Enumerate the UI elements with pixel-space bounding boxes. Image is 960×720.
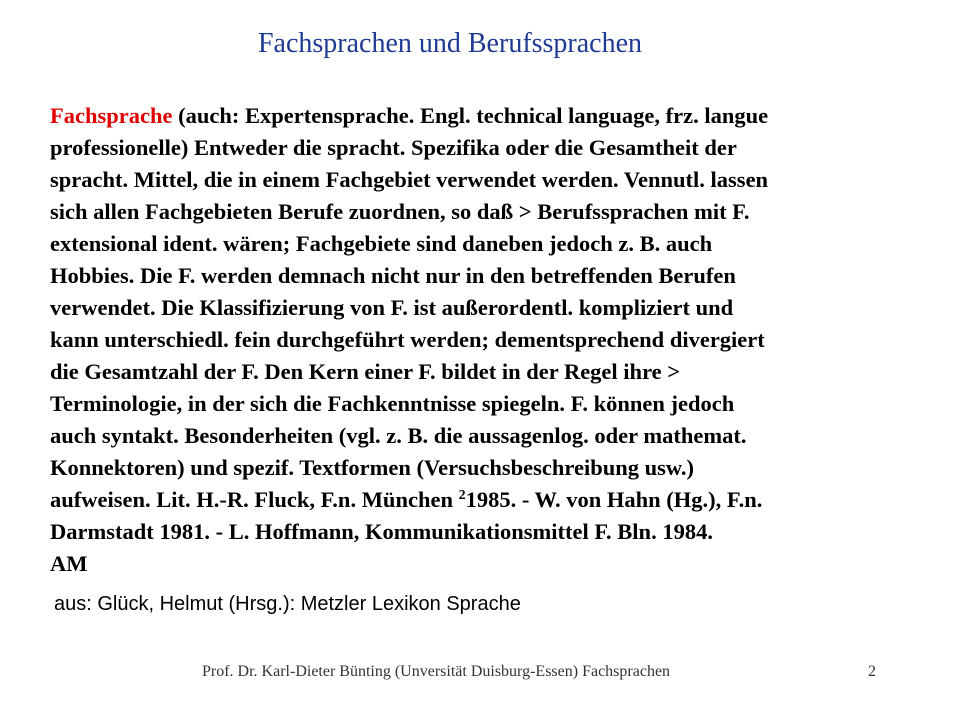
definition-term: Fachsprache: [50, 103, 173, 128]
definition-line: auch syntakt. Besonderheiten (vgl. z. B. die aussagenlog. oder mathemat.: [50, 423, 747, 448]
definition-line: Hobbies. Die F. werden demnach nicht nur in den betreffenden Berufen: [50, 263, 736, 288]
page-number: 2: [868, 663, 876, 680]
definition-line-literature: [50, 484, 930, 516]
definition-line: die Gesamtzahl der F. Den Kern einer F. bildet in der Regel ihre >: [50, 359, 681, 384]
slide-title: Fachsprachen und Berufssprachen: [257, 28, 643, 59]
definition-line: Konnektoren) und spezif. Textformen (Versuchsbeschreibung usw.): [50, 455, 695, 480]
slide-footer: [0, 660, 960, 684]
definition-line: Terminologie, in der sich die Fachkenntnisse spiegeln. F. können jedoch: [50, 391, 735, 416]
definition-line: professionelle) Entweder die spracht. Spezifika oder die Gesamtheit der: [50, 135, 737, 160]
author-abbreviation: AM: [50, 551, 88, 576]
definition-text: [50, 100, 930, 580]
footer-text: Prof. Dr. Karl-Dieter Bünting (Unversität Duisburg-Essen) Fachsprachen: [202, 663, 671, 680]
definition-line: kann unterschiedl. fein durchgeführt werden; dementsprechend divergiert: [50, 327, 765, 352]
definition-line: spracht. Mittel, die in einem Fachgebiet verwendet werden. Vennutl. lassen: [50, 167, 769, 192]
definition-line: Darmstadt 1981. - L. Hoffmann, Kommunikationsmittel F. Bln. 1984.: [50, 519, 713, 544]
edition-superscript: 2: [458, 488, 466, 503]
definition-line: [50, 100, 930, 132]
literature-text-before: aufweisen. Lit. H.-R. Fluck, F.n. München: [50, 487, 459, 512]
source-citation: aus: Glück, Helmut (Hrsg.): Metzler Lexikon Sprache: [54, 593, 521, 615]
definition-line: verwendet. Die Klassifizierung von F. ist außerordentl. kompliziert und: [50, 295, 734, 320]
definition-line: sich allen Fachgebieten Berufe zuordnen, so daß > Berufssprachen mit F.: [50, 199, 750, 224]
literature-text-after: 1985. - W. von Hahn (Hg.), F.n.: [465, 487, 763, 512]
definition-line: extensional ident. wären; Fachgebiete sind daneben jedoch z. B. auch: [50, 231, 713, 256]
definition-line-text: (auch: Expertensprache. Engl. technical language, frz. langue: [172, 103, 769, 128]
